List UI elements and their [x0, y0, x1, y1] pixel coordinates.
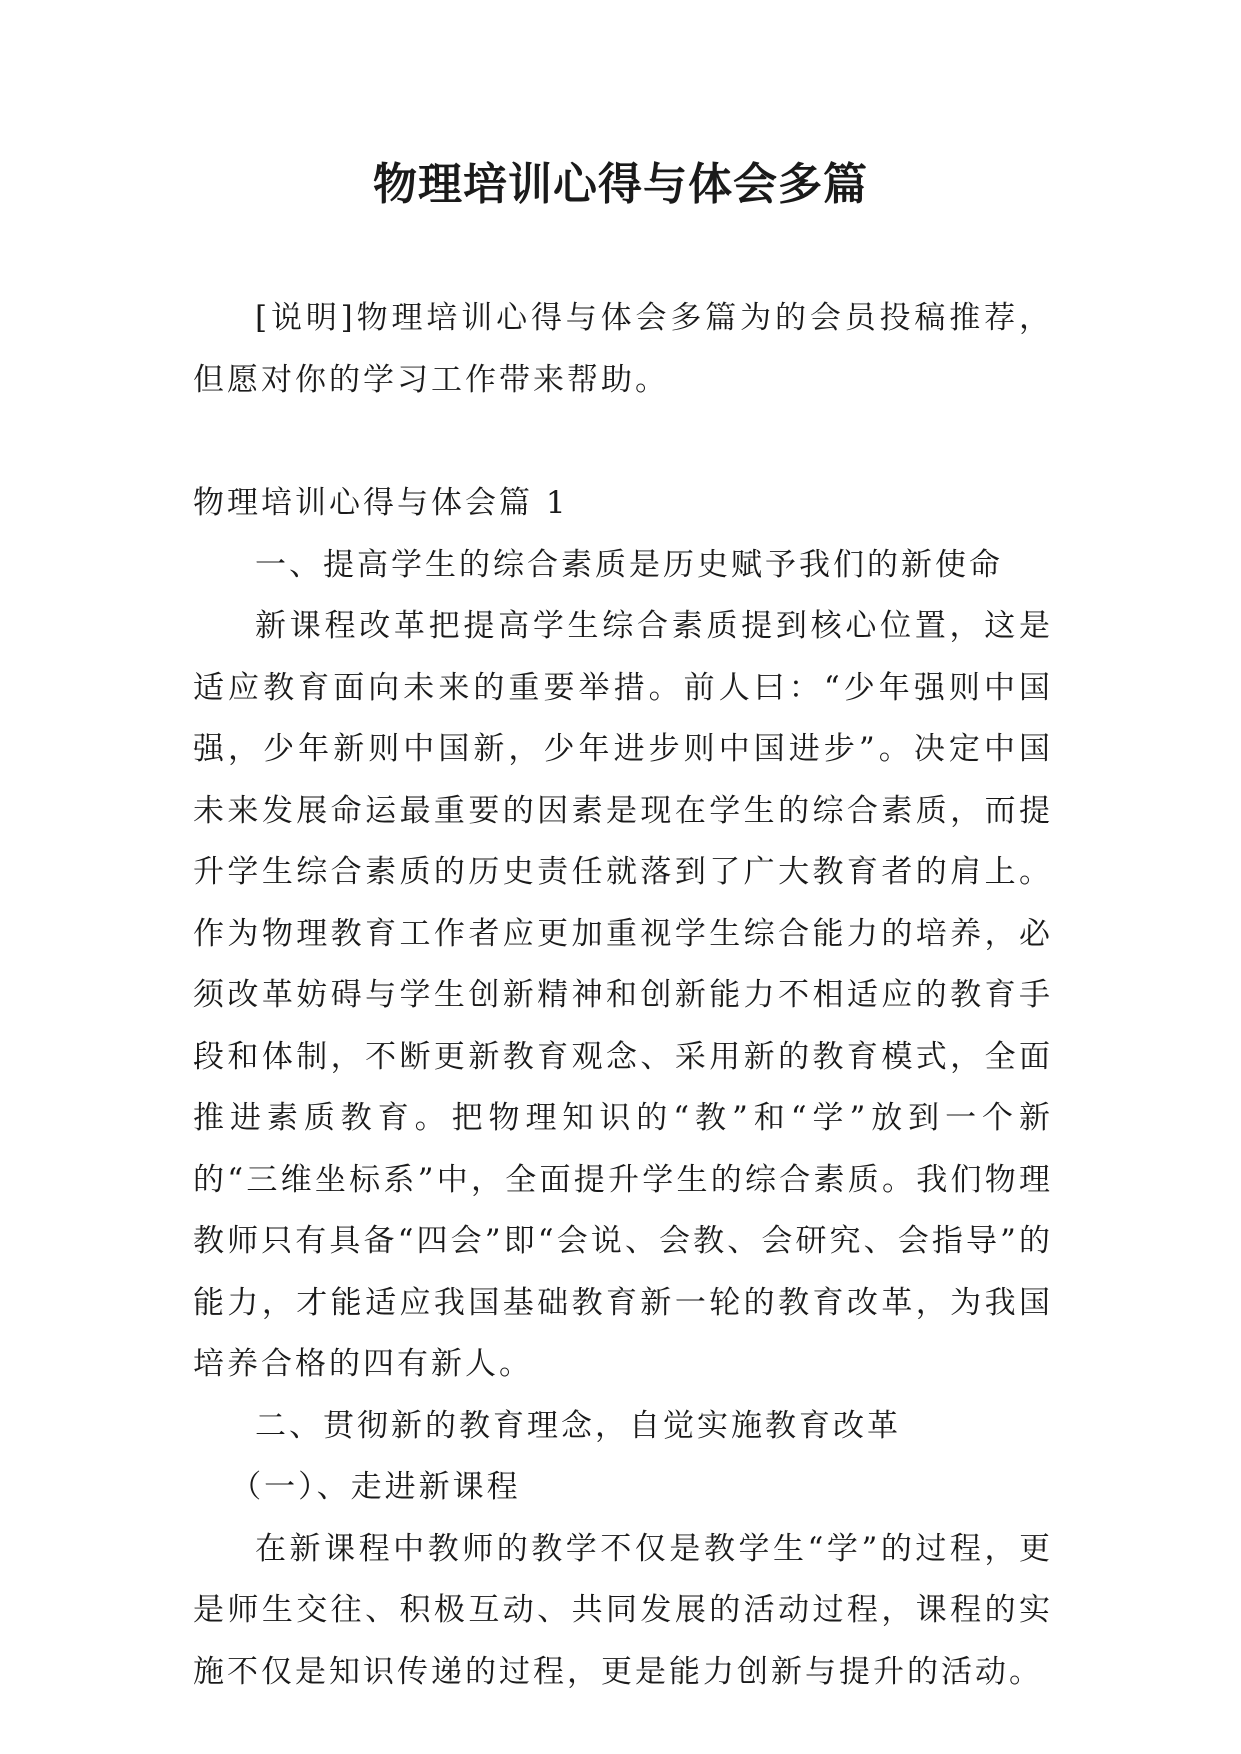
point-one-heading: 一、提高学生的综合素质是历史赋予我们的新使命 [255, 546, 1003, 583]
section-heading: 物理培训心得与体会篇 1 [193, 485, 569, 521]
document-body [193, 288, 1053, 1703]
paragraph-gap [193, 411, 1053, 473]
document-title: 物理培训心得与体会多篇 [373, 159, 868, 210]
sub-heading-one: （一）、走进新课程 [230, 1469, 521, 1505]
point-one-paragraph: 新课程改革把提高学生综合素质提到核心位置，这是适应教育面向未来的重要举措。前人曰：“少年强则中国强，少年新则中国新，少年进步则中国进步”。决定中国未来发展命运最重要的因素是现在学生的综合素质，而提升学生综合素质的历史责任就落到了广大教育者的肩上。作为物理教育工作者应更加重视学生综合能力的培养，必须改革妨碍与学生创新精神和创新能力不相适应的教育手段和体制，不断更新教育观念、采用新的教育模式，全面推进素质教育。把物理知识的“教”和“学”放到一个新的“三维坐标系”中，全面提升学生的综合素质。我们物理教师只有具备“四会”即“会说、会教、会研究、会指导”的能力，才能适应我国基础教育新一轮的教育改革，为我国培养合格的四有新人。 [193, 608, 1053, 1382]
note-paragraph: [说明]物理培训心得与体会多篇为的会员投稿推荐，但愿对你的学习工作带来帮助。 [193, 300, 1053, 398]
sub-one-paragraph: 在新课程中教师的教学不仅是教学生“学”的过程，更是师生交往、积极互动、共同发展的活动过程，课程的实施不仅是知识传递的过程，更是能力创新与提升的活动。 [193, 1530, 1053, 1690]
point-two-heading: 二、贯彻新的教育理念，自觉实施教育改革 [255, 1407, 901, 1444]
